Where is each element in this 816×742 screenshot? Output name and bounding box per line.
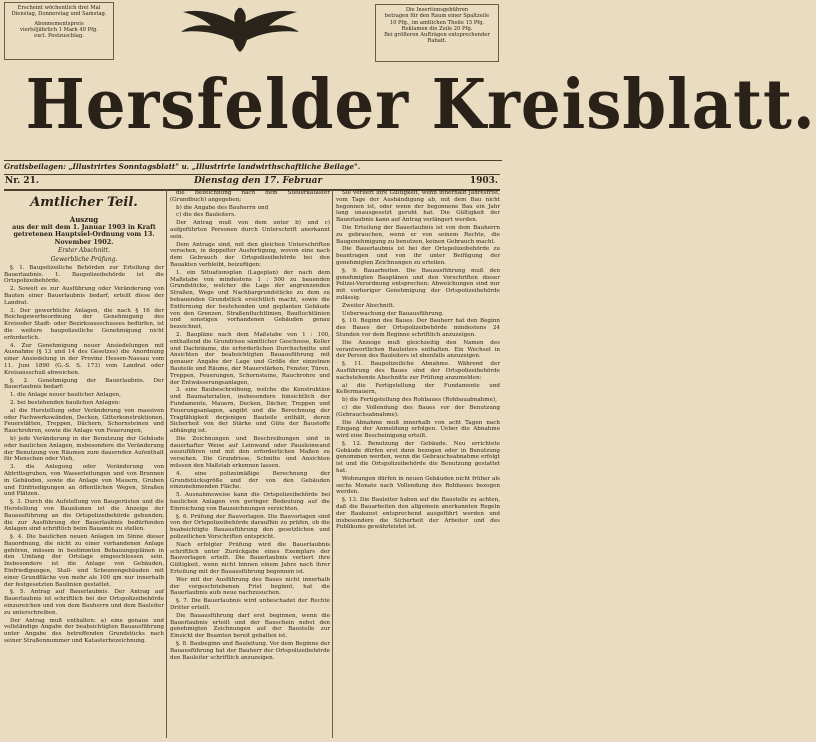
article-column-3 xyxy=(336,190,500,738)
paragraph: Ueberwachung der Bauausführung. xyxy=(342,310,444,317)
paragraph: b) die Fertigstellung des Rohbaues (Rohbauabnahme), xyxy=(342,397,497,404)
info-line: Die Insertionsgebühren xyxy=(405,7,469,13)
article-column-1 xyxy=(4,190,164,738)
paragraph: Die Bauerlaubnis ist bei der Ortspolizeibehörde zu beantragen und von ihr unter Beifügung der genehmigten Zeichnungen zu erteilen. xyxy=(336,246,500,266)
paragraph: §. 10. Beginn des Baues. Der Bauherr hat den Beginn des Baues der Ortspolizeibehörde mindestens 24 Stunden vor dem Beginne schriftlich anzuzeigen. xyxy=(336,318,500,338)
paragraph: Der Antrag muß von dem unter b) und c) aufgeführten Personen durch Unterschrift anerkannt sein. xyxy=(170,220,330,240)
paragraph: §. 13. Die Bauleiter haben auf die Baustelle zu achten, daß die Bauarbeiten den allgemein anerkannten Regeln der Baukunst entsprechend ausgeführt werden und insbesondere die Sicherheit der Arbeiter und des Publikums gewährleistet ist. xyxy=(336,497,500,531)
paragraph: §. 9. Bauarbeiten. Die Bauausführung muß den genehmigten Bauplänen und den Vorschriften dieser Polizei-Verordnung entsprechen; Abweichungen sind nur mit vorheriger Genehmigung der Ortspolizeibehörde zulässig. xyxy=(336,267,500,301)
paragraph: 2. Baupläne nach dem Maßstabe von 1 : 100, enthaltend die Grundrisse sämtlicher Geschosse, Keller und Dachräume, die erforderlichen Durchschnitte und Ansichten der beabsichtigten Bauausführung mit genauer Angabe der Lage und Größe der einzelnen Bauteile und Räume, der Mauerstärken, Fenster, Türen, Treppen, Feuerungen, Schornsteine, Rauchrohre und der Entwässerungsanlagen, xyxy=(170,331,330,386)
article-subtitle: aus der mit dem 1. Januar 1903 in Kraft getretenen Hauptsiel-Ordnung vom 13. November 1902. xyxy=(12,223,156,246)
chapter-heading: Erster Abschnitt. xyxy=(57,247,111,255)
paragraph: 3. Der gewerbliche Anlagen, die nach § 16 der Reichsgewerbeordnung der Genehmigung des Kreisoder Stadt- oder Bezirksausschusses bedürfen, ist die weitere baupolizeiliche Genehmigung nicht erforderlich. xyxy=(4,307,164,341)
paragraph: §. 3. Durch die Aufstellung von Baugerüsten und die Herstellung von Bauzäunen ist die Anzeige der Bauausführung an die Ortspolizeibehörde gebunden; die zur Ausführung der Bauerlaubnis bedürfenden Anlagen sind schriftlich beim Bauamte zu stellen. xyxy=(4,499,164,533)
info-line: excl. Postzuschlag. xyxy=(34,33,84,40)
free-supplements-line: Gratisbeilagen: „Illustrirtes Sonntagsblatt" u. „Illustrirte landwirthschaftliche Beilage". xyxy=(4,160,502,174)
paragraph: Die Zeichnungen und Beschreibungen sind in dauerhafter Weise auf Leinwand oder Pausleinwand auszuführen und mit den erforderlichen Maßen zu versehen. Die Grundrisse, Schnitte und Ansichten müssen den Maßstab erkennen lassen. xyxy=(170,435,330,470)
paragraph: a) die Herstellung oder Veränderung von massiven oder Fachwerkswänden, Decken, Gitterkonstruktionen, Feuerstätten, Treppen, Dächern, Schornsteinen und Rauchrohren, sowie die Anlage von Feuerungen, xyxy=(4,407,164,435)
paragraph: b) die Angabe des Bauherrn und xyxy=(176,204,269,211)
info-line: Reklamen die Zeile 20 Pfg. xyxy=(401,25,473,32)
eagle-emblem-icon xyxy=(175,2,305,52)
issue-year: 1903. xyxy=(469,176,498,186)
paragraph: 5. Ausnahmsweise kann die Ortspolizeibehörde bei baulichen Anlagen von geringer Bedeutung auf die Einreichung von Bauzeichnungen verzichten. xyxy=(170,492,330,512)
article-column-2 xyxy=(170,190,330,738)
paragraph-list xyxy=(170,190,330,661)
paragraph: §. 2. Genehmigung der Bauerlaubnis. Der Bauerlaubnis bedarf: xyxy=(4,377,164,391)
paragraph: Die Erteilung der Bauerlaubnis ist von dem Bauherrn zu gebrauchen, wenn er von seinem Rechte, die Baugenehmigung zu benutzen, keinen Gebrauch macht. xyxy=(336,224,500,245)
paragraph: a) die Fertigstellung der Fundamente und Kellermauern, xyxy=(336,382,500,396)
info-line: vierteljährlich 1 Mark 40 Pfg. xyxy=(20,26,98,33)
column-divider xyxy=(166,190,167,738)
paragraph: §. 1. Baupolizeiliche Behörden zur Erteilung der Bauerlaubnis. 1. Baupolizeibehörde ist die Ortspolizeibehörde. xyxy=(4,264,164,285)
paragraph: c) die Vollendung des Baues vor der Benutzung (Gebrauchsabnahme). xyxy=(336,404,500,418)
paragraph: §. 4. Die baulichen neuen Anlagen im Sinne dieser Bauordnung, die nicht zu einer vorhandenen Anlage gehören, müssen in bestimmten Bebauungsplänen in den Umfang der Ortslage eingeschlossen sein. Insbesondere ist die Anlage von Gebäuden, Einfriedigungen, Stall- und Scheunengebäuden mit einer Grundfläche von mehr als 100 qm nur innerhalb der festgesetzten Baulinien gestattet. xyxy=(4,534,164,588)
paragraph: die Bezeichnung nach dem Steuerkataster (Grundbuch) angegeben; xyxy=(170,190,330,203)
paragraph: 1. die Anlage neuer baulicher Anlagen, xyxy=(10,392,121,399)
section-heading: Amtlicher Teil. xyxy=(30,195,138,210)
paragraph: 4. Zur Genehmigung neuer Ansiedelungen mit Ausnahme (§ 13 und 14 des Gesetzes) die Anordnung einer Ansiedelung in der Provinz Hessen-Nassau vom 11. Juni 1890 (G.-S. S. 173) vom Landrat oder Kreisausschuß abweichen. xyxy=(4,342,164,376)
paragraph: §. 11. Baupolizeiliche Abnahme. Während der Ausführung des Baues sind der Ortspolizeibehörde nachstehende Abschnitte zur Prüfung anzumelden: xyxy=(336,361,500,381)
paragraph-list xyxy=(4,265,164,645)
paragraph: Wer mit der Ausführung des Baues nicht innerhalb der vorgeschriebenen Frist beginnt, hat die Bauerlaubnis aufs neue nachzusuchen. xyxy=(170,576,330,597)
paragraph: Zweiter Abschnitt. xyxy=(342,302,395,309)
paragraph: §. 5. Antrag auf Bauerlaubnis. Der Antrag auf Bauerlaubnis ist schriftlich bei der Ortspolizeibehörde einzureichen und von dem Bauherrn und dem Bauleiter zu unterschreiben. xyxy=(4,589,164,616)
paragraph: 3. die Anlegung oder Veränderung von Abtrittsgruben, von Wasserleitungen und von Brunnen in Gebäuden, sowie die Anlage von Mauern, Gruben und Einfriedigungen an öffentlichen Wegen, Straßen und Plätzen. xyxy=(4,464,164,498)
paragraph: c) die des Bauleiters. xyxy=(176,212,236,219)
paragraph: 2. bei bestehenden baulichen Anlagen: xyxy=(10,399,121,406)
paragraph: §. 8. Baubeginn und Bauleitung. Vor dem Beginne der Bauausführung hat der Bauherr der Ortspolizeibehörde den Bauleiter schriftlich anzuzeigen. xyxy=(170,641,330,661)
paragraph: 4. eine polizeimäßige Berechnung der Grundstücksgröße und der von den Gebäuden einzunehmenden Fläche. xyxy=(170,470,330,491)
paragraph: Dem Antrage sind, mit den gleichen Unterschriften versehen, in doppelter Ausfertigung, wovon eine nach dem Gebrauch der Ortspolizeibehörde bei den Bauakten verbleibt, beizufügen: xyxy=(170,241,330,268)
paragraph: Die Bauausführung darf erst beginnen, wenn die Bauerlaubnis erteilt und der Bauschein nebst den genehmigten Zeichnungen auf der Baustelle zur Einsicht der Beamten bereit gehalten ist. xyxy=(170,612,330,640)
paragraph: Wohnungen dürfen in neuen Gebäuden nicht früher als sechs Monate nach Vollendung des Rohbaues bezogen werden. xyxy=(336,475,500,496)
paragraph: 1. ein Situationsplan (Lageplan) der nach dem Maßstabe von mindestens 1 : 500 zu bauenden Grundstücke, welcher die Lage der angrenzenden Straßen, Wege und Nachbargrundstücke zu dem zu bebauenden Grundstück ersichtlich macht, sowie die Entfernung der bestehenden und geplanten Gebäude von den Grenzen, Straßenfluchtlinien, Baufluchtlinien und sonstigen vorhandenen Gebäuden genau bezeichnet, xyxy=(170,269,330,331)
paragraph: 2. Soweit es zur Ausführung oder Veränderung von Bauten einer Bauerlaubnis bedarf, erteilt diese der Landrat. xyxy=(4,286,164,306)
paragraph: Der Antrag muß enthalten: a) eine genaue und vollständige Angabe der beabsichtigten Bauausführung unter Angabe des betreffenden Grundstücks nach seiner Straßennummer und Katasterbezeichnung. xyxy=(4,617,164,645)
issue-number: Nr. 21. xyxy=(5,176,40,186)
info-line: Rabatt. xyxy=(427,38,447,45)
column-divider xyxy=(332,190,333,738)
info-line: Bei größeren Aufträgen entsprechender xyxy=(384,32,490,39)
info-line: betragen für den Raum einer Spaltzeile xyxy=(384,13,490,20)
issue-bar xyxy=(4,174,500,191)
paragraph: §. 7. Die Bauerlaubnis wird unbeschadet der Rechte Dritter erteilt. xyxy=(170,598,330,612)
chapter-subheading: Gewerbliche Prüfung. xyxy=(50,256,118,264)
paragraph: Nach erfolgter Prüfung wird die Bauerlaubnis schriftlich unter Zurückgabe eines Exemplars der Bauvorlagen erteilt. Die Bauerlaubnis verliert ihre Gültigkeit, wenn nicht binnen einem Jahre nach ihrer Erteilung mit der Bauausführung begonnen ist. xyxy=(170,541,330,576)
paragraph: §. 12. Benutzung der Gebäude. Neu errichtete Gebäude dürfen erst dann bezogen oder in Benutzung genommen werden, wenn die Gebrauchsabnahme erfolgt ist und die Ortspolizeibehörde die Benutzung gestattet hat. xyxy=(336,440,500,475)
issue-date: Dienstag den 17. Februar xyxy=(194,176,323,186)
paragraph: 3. eine Baubeschreibung, welche die Konstruktion und Baumaterialien, insbesondere hinsichtlich der Fundamente, Mauern, Decken, Dächer, Treppen und Feuerungsanlagen, angibt und die Berechnung der Tragfähigkeit derjenigen Bauteile enthält, deren Sicherheit von der Stärke und Güte der Baustoffe abhängig ist. xyxy=(170,387,330,435)
paragraph: Die Anzeige muß gleichzeitig den Namen des verantwortlichen Bauleiters enthalten. Ein Wechsel in der Person des Bauleiters ist ebenfalls anzuzeigen. xyxy=(336,339,500,360)
info-line: Erscheint wöchentlich drei Mal xyxy=(17,5,101,11)
newspaper-title: Hersfelder Kreisblatt. xyxy=(25,65,816,145)
article-title: Auszug xyxy=(69,215,99,224)
paragraph: §. 6. Prüfung der Bauvorlagen. Die Bauvorlagen sind von der Ortspolizeibehörde daraufhin zu prüfen, ob die beabsichtigte Bauausführung den gesetzlichen und polizeilichen Vorschriften entspricht. xyxy=(170,513,330,541)
paragraph: b) jede Veränderung in der Benutzung der Gebäude oder baulichen Anlagen, insbesondere die Veränderung der Benutzung von Räumen zum dauernden Aufenthalt für Menschen oder Vieh, xyxy=(4,435,164,463)
paragraph-list xyxy=(336,190,500,531)
info-line: Dienstag, Donnerstag und Samstag. xyxy=(11,11,107,18)
paragraph: Die Abnahme muß innerhalb von acht Tagen nach Eingang der Anmeldung erfolgen. Ueber die Abnahme wird eine Bescheinigung erteilt. xyxy=(336,419,500,440)
info-line: Abonnementspreis xyxy=(34,20,84,27)
info-line: 10 Pfg., im amtlichen Theile 15 Pfg. xyxy=(389,19,485,26)
paragraph: Sie verliert ihre Gültigkeit, wenn innerhalb Jahresfrist, vom Tage der Aushändigung ab, mit dem Bau nicht begonnen ist, oder wenn der begonnene Bau ein Jahr lang unausgesetzt geruht hat. Die Gültigkeit der Bauerlaubnis kann auf Antrag verlängert werden. xyxy=(336,190,500,224)
